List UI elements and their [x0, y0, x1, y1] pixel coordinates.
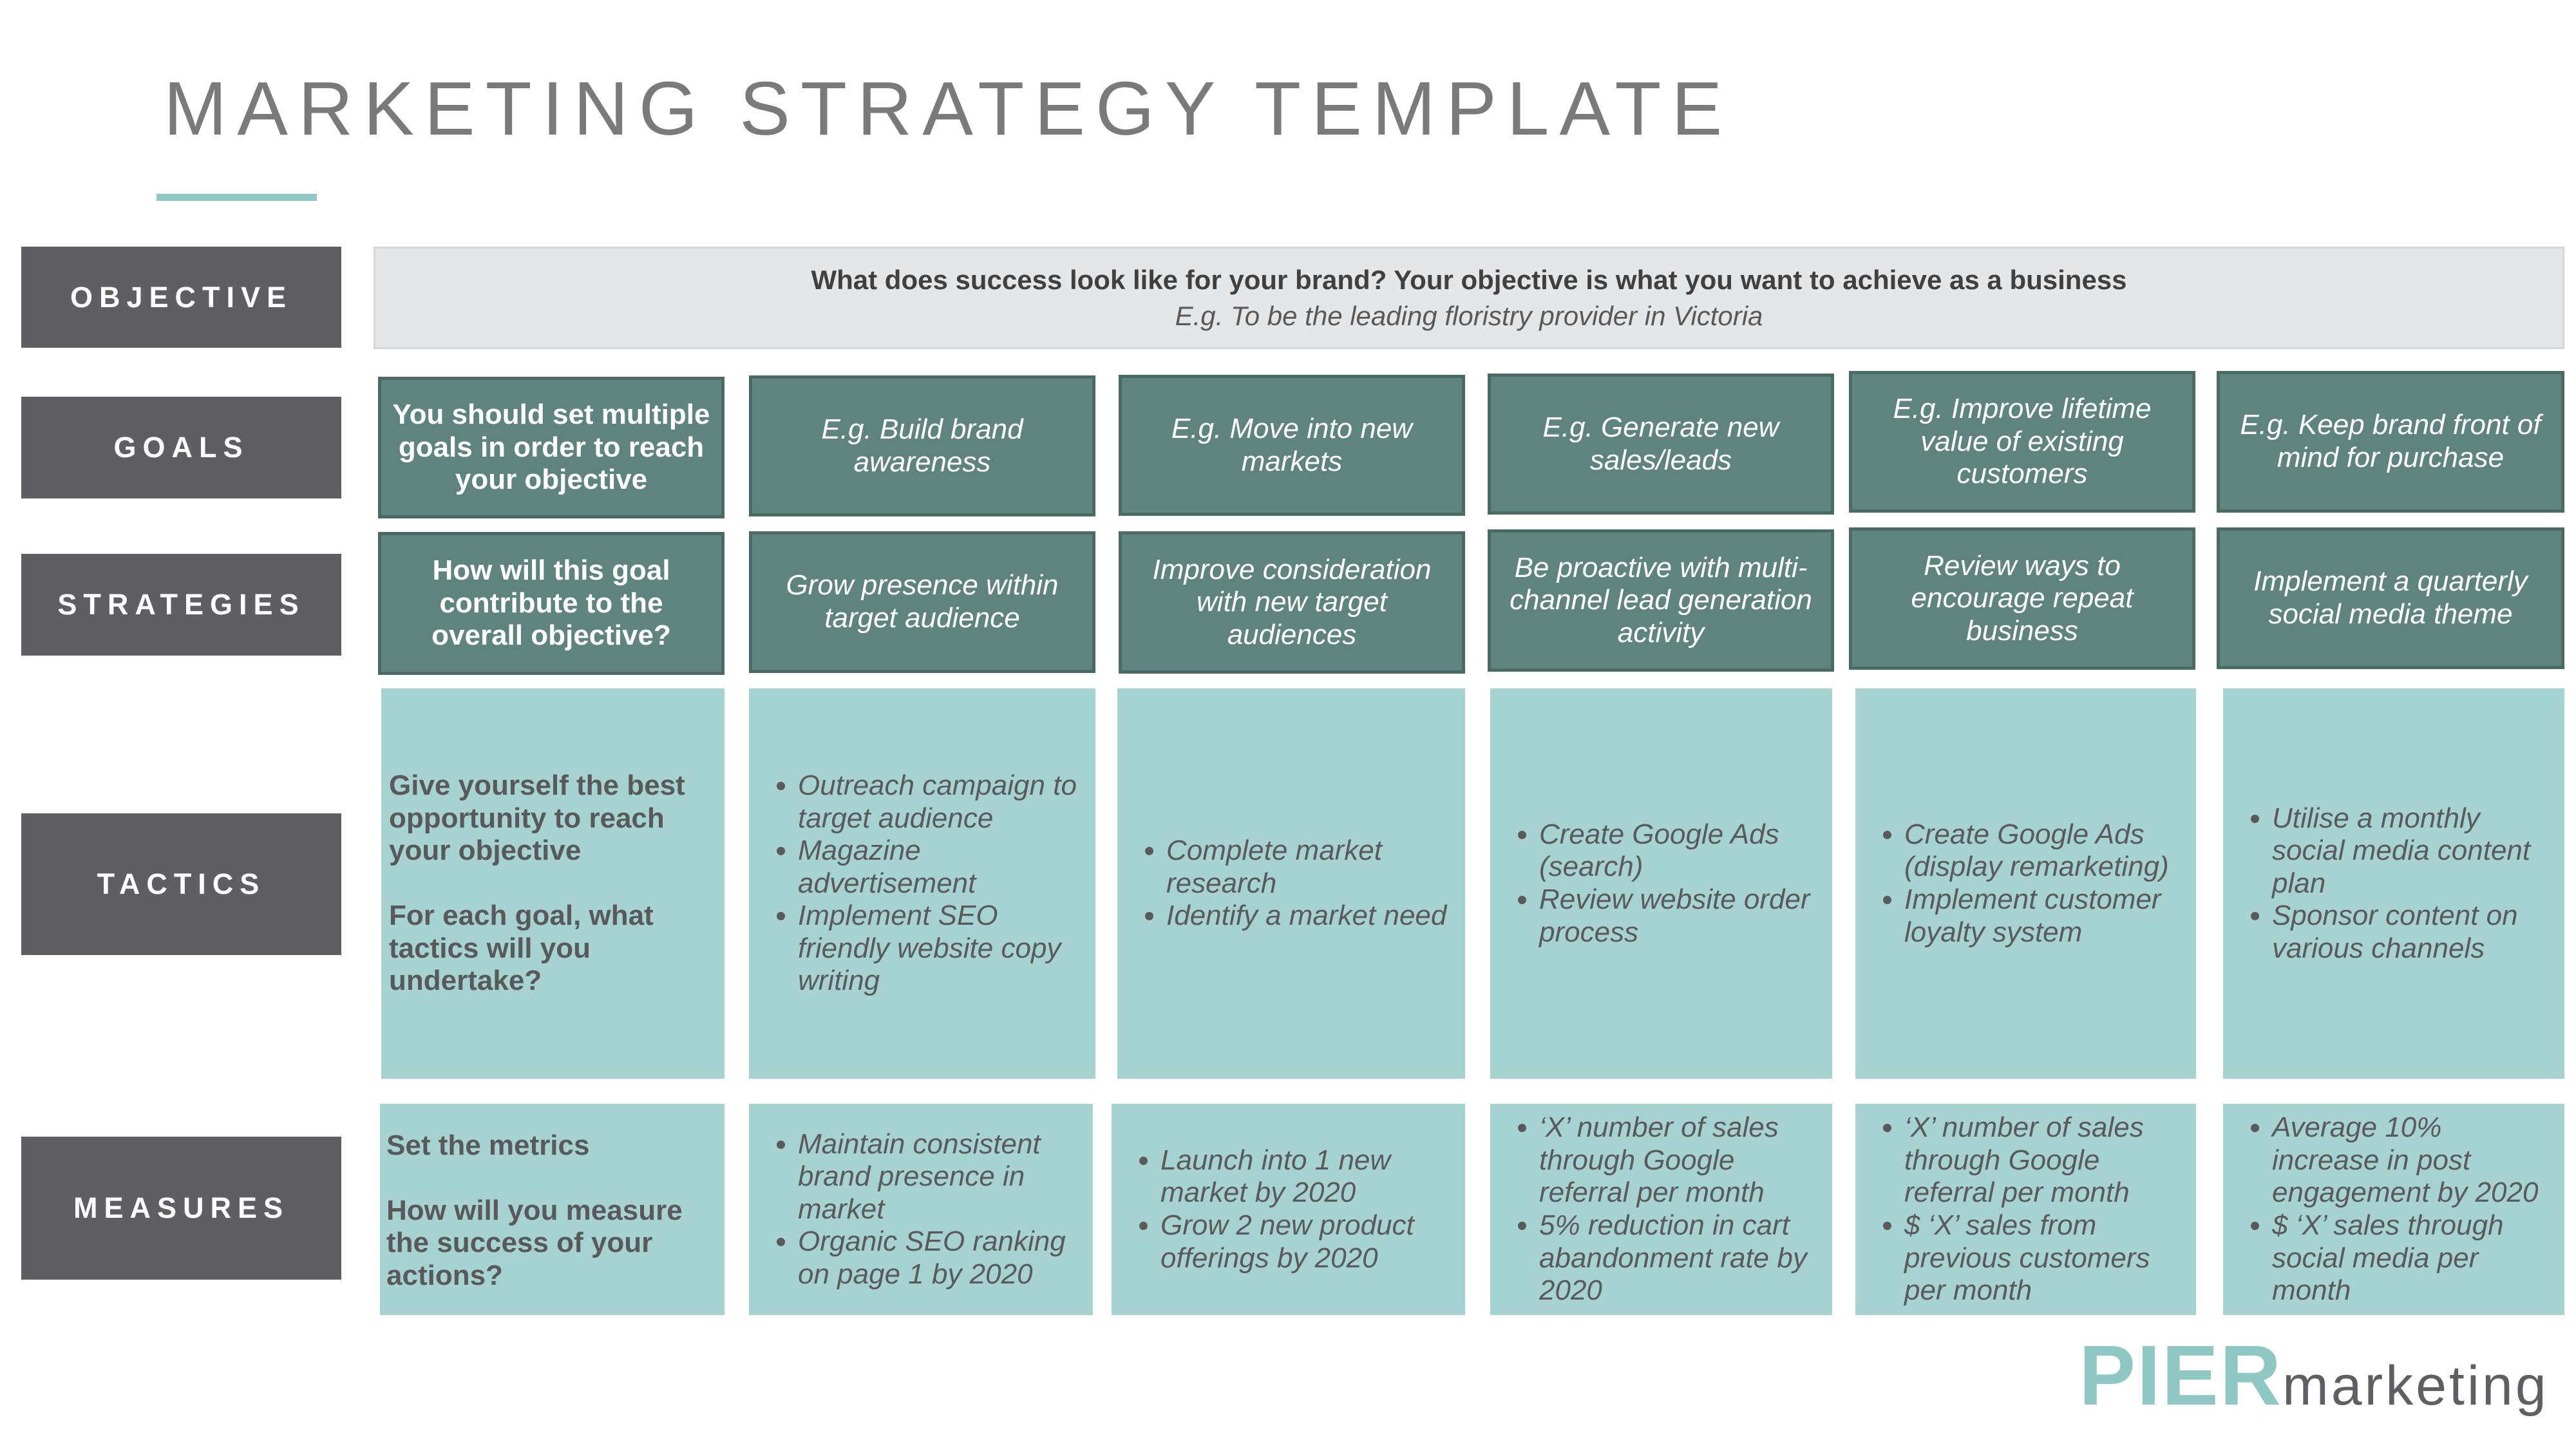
tactics-list-4 [1867, 819, 2184, 949]
strategy-cell-2: Improve consideration with new target audiences [1119, 531, 1465, 674]
strategy-cell-intro: How will this goal contribute to the overall objective? [378, 532, 724, 675]
measures-intro-cell [380, 1104, 724, 1315]
measures-list-5 [2235, 1112, 2553, 1307]
logo-pier: PIER [2079, 1328, 2283, 1423]
goal-cell-5: E.g. Keep brand front of mind for purchase [2217, 371, 2564, 513]
list-item: • Average 10% increase in post engagement by 2020 [2272, 1112, 2553, 1209]
tactics-intro-spacer [389, 867, 713, 900]
goal-cell-1: E.g. Build brand awareness [749, 375, 1095, 516]
title-underline [156, 194, 317, 201]
measures-intro-line-2: How will you measure the success of your actions? [386, 1194, 683, 1291]
list-item: • Sponsor content on various channels [2272, 900, 2553, 965]
goal-cell-4: E.g. Improve lifetime value of existing customers [1849, 371, 2195, 513]
objective-box [374, 247, 2564, 349]
measures-list-2 [1123, 1144, 1454, 1274]
label-tactics: TACTICS [21, 813, 341, 955]
list-item: • Maintain consistent brand presence in market [798, 1128, 1081, 1226]
tactics-list-2 [1129, 835, 1454, 933]
list-item: • ‘X’ number of sales through Google referral per month [1539, 1112, 1821, 1209]
goal-cell-2: E.g. Move into new markets [1119, 375, 1465, 516]
list-item: • Organic SEO ranking on page 1 by 2020 [798, 1226, 1081, 1291]
label-objective: OBJECTIVE [21, 247, 341, 348]
list-item: • $ ‘X’ sales from previous customers per month [1904, 1209, 2184, 1307]
measures-list-3 [1502, 1112, 1821, 1307]
measures-cell-2 [1112, 1104, 1465, 1315]
tactics-list-3 [1502, 819, 1821, 949]
list-item: • Complete market research [1166, 835, 1454, 900]
tactics-list-1 [761, 770, 1084, 998]
list-item: • Magazine advertisement [798, 835, 1084, 900]
list-item: • Outreach campaign to target audience [798, 770, 1084, 835]
page-title: MARKETING STRATEGY TEMPLATE [164, 66, 1733, 151]
strategy-cell-3: Be proactive with multi-channel lead generation activity [1488, 529, 1834, 672]
strategy-cell-5: Implement a quarterly social media theme [2217, 527, 2564, 669]
tactics-cell-2 [1117, 688, 1465, 1079]
tactics-intro-line-1: Give yourself the best opportunity to reach your objective [389, 770, 685, 867]
measures-cell-3 [1490, 1104, 1832, 1315]
measures-intro-spacer [386, 1162, 713, 1195]
tactics-cell-5 [2223, 688, 2564, 1079]
tactics-intro-line-2: For each goal, what tactics will you undertake? [389, 900, 654, 997]
measures-list-1 [761, 1128, 1081, 1291]
list-item: • Grow 2 new product offerings by 2020 [1160, 1209, 1454, 1274]
measures-cell-4 [1855, 1104, 2196, 1315]
list-item: • Utilise a monthly social media content plan [2272, 802, 2553, 900]
measures-intro-line-1: Set the metrics [386, 1130, 590, 1161]
tactics-cell-4 [1855, 688, 2196, 1079]
tactics-cell-3 [1490, 688, 1832, 1079]
strategy-cell-1: Grow presence within target audience [749, 531, 1095, 673]
label-strategies: STRATEGIES [21, 554, 341, 656]
list-item: • Implement customer loyalty system [1904, 884, 2184, 949]
tactics-intro-cell [381, 688, 724, 1079]
objective-question: What does success look like for your brand? Your objective is what you want to achieve as a business [811, 264, 2127, 295]
goal-cell-3: E.g. Generate new sales/leads [1488, 374, 1834, 515]
measures-list-4 [1867, 1112, 2184, 1307]
list-item: • Implement SEO friendly website copy writing [798, 900, 1084, 998]
list-item: • $ ‘X’ sales through social media per month [2272, 1209, 2553, 1307]
pier-marketing-logo [2079, 1328, 2549, 1423]
label-goals: GOALS [21, 397, 341, 498]
tactics-cell-1 [749, 688, 1095, 1079]
list-item: • ‘X’ number of sales through Google referral per month [1904, 1112, 2184, 1209]
list-item: • Launch into 1 new market by 2020 [1160, 1144, 1454, 1209]
label-measures: MEASURES [21, 1137, 341, 1280]
logo-marketing: marketing [2282, 1355, 2549, 1417]
list-item: • Create Google Ads (search) [1539, 819, 1821, 884]
goal-cell-intro: You should set multiple goals in order to reach your objective [378, 377, 724, 518]
objective-example: E.g. To be the leading floristry provider in Victoria [1175, 300, 1763, 331]
list-item: • 5% reduction in cart abandonment rate by 2020 [1539, 1209, 1821, 1307]
list-item: • Review website order process [1539, 884, 1821, 949]
tactics-list-5 [2235, 802, 2553, 965]
measures-cell-1 [749, 1104, 1093, 1315]
strategy-cell-4: Review ways to encourage repeat business [1849, 527, 2195, 670]
list-item: • Create Google Ads (display remarketing) [1904, 819, 2184, 884]
list-item: • Identify a market need [1166, 900, 1454, 933]
measures-cell-5 [2223, 1104, 2564, 1315]
